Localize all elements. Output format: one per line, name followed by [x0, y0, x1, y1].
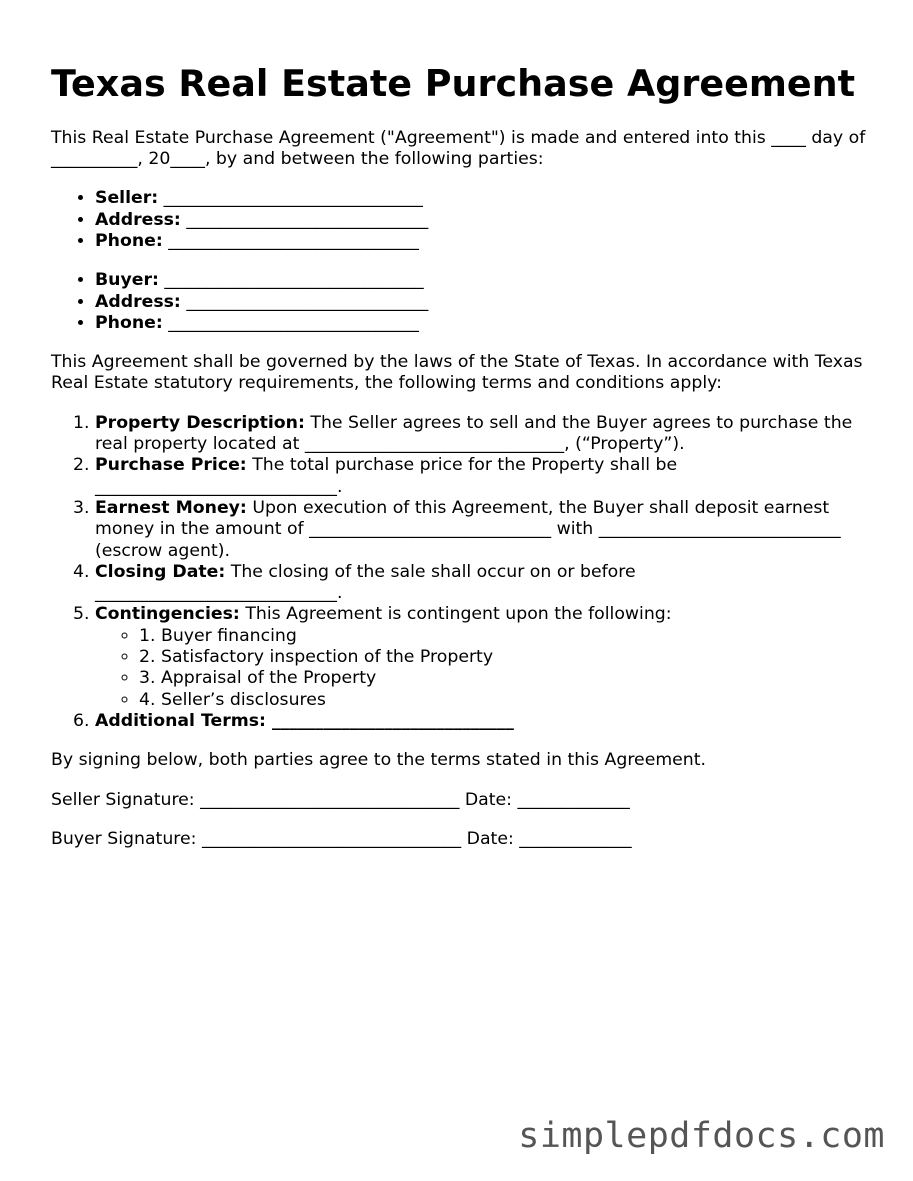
purchase-price-text: The total purchase price for the Property shall be	[246, 455, 678, 476]
seller-address-label: Address:	[95, 209, 181, 230]
seller-signature-blank[interactable]: ______________________________	[200, 789, 460, 810]
property-description-label: Property Description:	[95, 412, 305, 433]
buyer-signature-line	[51, 829, 881, 850]
buyer-date-label: Date:	[461, 828, 520, 849]
closing-date-end: .	[336, 583, 343, 604]
contingency-item: ◦ 2. Satisfactory inspection of the Property	[139, 647, 881, 668]
earnest-money-end: (escrow agent).	[95, 540, 230, 561]
seller-address-blank[interactable]: ____________________________	[186, 209, 429, 230]
seller-phone-item	[95, 231, 881, 252]
term-contingencies	[95, 604, 881, 710]
closing-date-blank[interactable]: ____________________________	[95, 583, 337, 604]
contingencies-label: Contingencies:	[95, 604, 240, 625]
property-description-end: , (“Property”).	[564, 434, 685, 455]
seller-signature-label: Seller Signature:	[51, 789, 201, 810]
seller-phone-blank[interactable]: _____________________________	[168, 230, 419, 251]
earnest-money-label: Earnest Money:	[95, 497, 247, 518]
property-description-text: The Seller agrees to sell and the Buyer agrees to purchase the real property located at	[95, 412, 853, 455]
seller-date-label: Date:	[459, 789, 518, 810]
term-closing-date	[95, 562, 881, 605]
term-earnest-money	[95, 498, 881, 562]
seller-date-blank[interactable]: _____________	[517, 789, 630, 810]
buyer-phone-item	[95, 313, 881, 334]
purchase-price-blank[interactable]: ____________________________	[95, 476, 337, 497]
earnest-money-mid: with	[551, 519, 599, 540]
seller-phone-label: Phone:	[95, 230, 163, 251]
contingency-item: ◦ 3. Appraisal of the Property	[139, 668, 881, 689]
document-title: Texas Real Estate Purchase Agreement	[51, 62, 856, 105]
earnest-money-text: Upon execution of this Agreement, the Buyer shall deposit earnest money in the amount of	[95, 497, 830, 540]
buyer-address-blank[interactable]: ____________________________	[186, 291, 429, 312]
purchase-price-end: .	[336, 476, 343, 497]
additional-terms-blank[interactable]: ____________________________	[265, 710, 514, 731]
intro-paragraph: This Real Estate Purchase Agreement ("Agreement") is made and entered into this ____ day of __________, 20____, by and between the following parties:	[51, 127, 866, 170]
earnest-amount-blank[interactable]: ____________________________	[309, 519, 552, 540]
buyer-address-item	[95, 292, 881, 313]
buyer-name-blank[interactable]: ______________________________	[164, 270, 424, 291]
additional-terms-label: Additional Terms:	[95, 710, 266, 731]
buyer-phone-label: Phone:	[95, 312, 163, 333]
purchase-price-label: Purchase Price:	[95, 455, 247, 476]
document-page	[51, 62, 881, 850]
closing-date-text: The closing of the sale shall occur on or before	[225, 561, 636, 582]
escrow-agent-blank[interactable]: ____________________________	[598, 519, 841, 540]
term-purchase-price	[95, 455, 881, 498]
contingencies-text: This Agreement is contingent upon the following:	[239, 604, 672, 625]
watermark-logo: simplepdfdocs.com	[518, 1116, 885, 1156]
buyer-signature-label: Buyer Signature:	[51, 828, 202, 849]
contingency-item: ◦ 1. Buyer financing	[139, 626, 881, 647]
seller-signature-line	[51, 790, 881, 811]
property-address-blank[interactable]: ______________________________	[304, 434, 565, 455]
seller-name-item	[95, 188, 881, 209]
buyer-signature-blank[interactable]: ______________________________	[201, 828, 462, 849]
term-property-description	[95, 413, 881, 456]
seller-address-item	[95, 210, 881, 231]
buyer-details	[51, 270, 881, 334]
contingencies-list	[95, 626, 881, 711]
buyer-date-blank[interactable]: _____________	[519, 828, 632, 849]
buyer-phone-blank[interactable]: _____________________________	[168, 312, 419, 333]
governing-law-paragraph: This Agreement shall be governed by the laws of the State of Texas. In accordance with Texas Real Estate statutory requirements, the following terms and conditions apply:	[51, 352, 863, 394]
seller-name-label: Seller:	[95, 188, 159, 209]
buyer-address-label: Address:	[95, 291, 181, 312]
agreement-closing-paragraph: By signing below, both parties agree to the terms stated in this Agreement.	[51, 750, 707, 771]
seller-name-blank[interactable]: ______________________________	[163, 188, 423, 209]
contingency-item: ◦ 4. Seller’s disclosures	[139, 690, 881, 711]
seller-details	[51, 188, 881, 252]
buyer-name-item	[95, 270, 881, 291]
term-additional-terms	[95, 711, 881, 732]
buyer-name-label: Buyer:	[95, 270, 159, 291]
terms-list	[51, 413, 881, 732]
closing-date-label: Closing Date:	[95, 561, 226, 582]
